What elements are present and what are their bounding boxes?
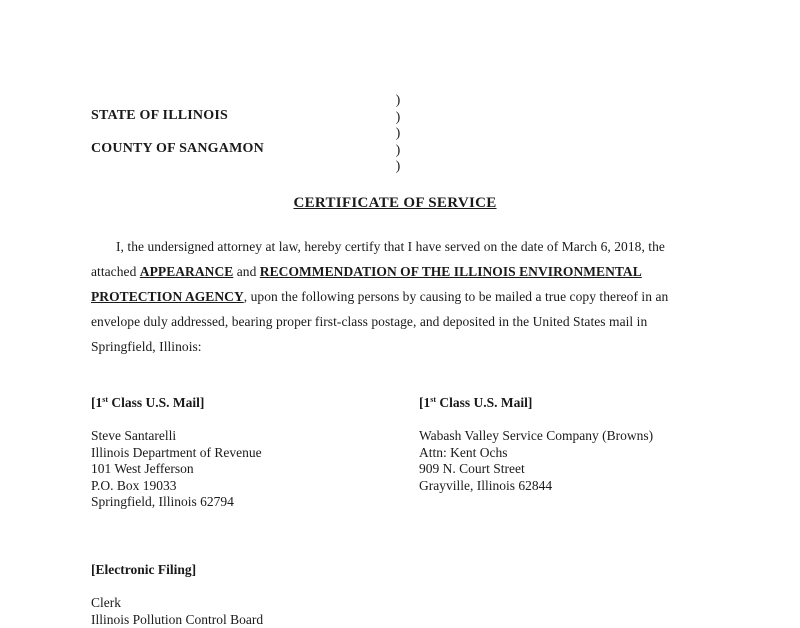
address-line: Wabash Valley Service Company (Browns) bbox=[419, 428, 653, 445]
method-superscript: st bbox=[102, 395, 108, 404]
caption-paren: ) bbox=[392, 159, 404, 176]
address-line: P.O. Box 19033 bbox=[91, 478, 262, 495]
caption-parentheses bbox=[392, 93, 404, 176]
caption-state: STATE OF ILLINOIS bbox=[91, 108, 228, 124]
method-superscript: st bbox=[430, 395, 436, 404]
address-line: 909 N. Court Street bbox=[419, 461, 653, 478]
address-line: Clerk bbox=[91, 595, 263, 612]
caption-paren: ) bbox=[392, 93, 404, 110]
document-name-recommendation-cont: PROTECTION AGENCY bbox=[91, 289, 244, 304]
electronic-filing-address bbox=[91, 595, 263, 628]
document-name-recommendation: RECOMMENDATION OF THE ILLINOIS ENVIRONMENTAL bbox=[260, 264, 642, 279]
address-line: 101 West Jefferson bbox=[91, 461, 262, 478]
address-line: Grayville, Illinois 62844 bbox=[419, 478, 653, 495]
method-text: Class U.S. Mail] bbox=[108, 395, 204, 410]
body-line-5: Springfield, Illinois: bbox=[91, 339, 202, 355]
recipient-1-method bbox=[91, 395, 204, 411]
caption-county: COUNTY OF SANGAMON bbox=[91, 141, 264, 157]
address-line: Steve Santarelli bbox=[91, 428, 262, 445]
caption-paren: ) bbox=[392, 110, 404, 127]
body-line-4: envelope duly addressed, bearing proper first-class postage, and deposited in the United States mail in bbox=[91, 314, 647, 330]
address-line: Illinois Pollution Control Board bbox=[91, 612, 263, 628]
recipient-2-address bbox=[419, 428, 653, 494]
electronic-filing-method: [Electronic Filing] bbox=[91, 562, 196, 578]
body-line-1: I, the undersigned attorney at law, hereby certify that I have served on the date of March 6, 2018, the bbox=[116, 239, 665, 255]
address-line: Illinois Department of Revenue bbox=[91, 445, 262, 462]
body-line-2 bbox=[91, 264, 642, 280]
method-text: [1 bbox=[419, 395, 430, 410]
address-line: Springfield, Illinois 62794 bbox=[91, 494, 262, 511]
body-text: and bbox=[233, 264, 260, 279]
document-name-appearance: APPEARANCE bbox=[140, 264, 234, 279]
method-text: [1 bbox=[91, 395, 102, 410]
address-line: Attn: Kent Ochs bbox=[419, 445, 653, 462]
caption-paren: ) bbox=[392, 126, 404, 143]
body-line-3 bbox=[91, 289, 668, 305]
body-text: , upon the following persons by causing to be mailed a true copy thereof in an bbox=[244, 289, 669, 304]
caption-paren: ) bbox=[392, 143, 404, 160]
body-text: attached bbox=[91, 264, 140, 279]
recipient-1-address bbox=[91, 428, 262, 511]
document-title: CERTIFICATE OF SERVICE bbox=[0, 195, 790, 212]
recipient-2-method bbox=[419, 395, 532, 411]
method-text: Class U.S. Mail] bbox=[436, 395, 532, 410]
